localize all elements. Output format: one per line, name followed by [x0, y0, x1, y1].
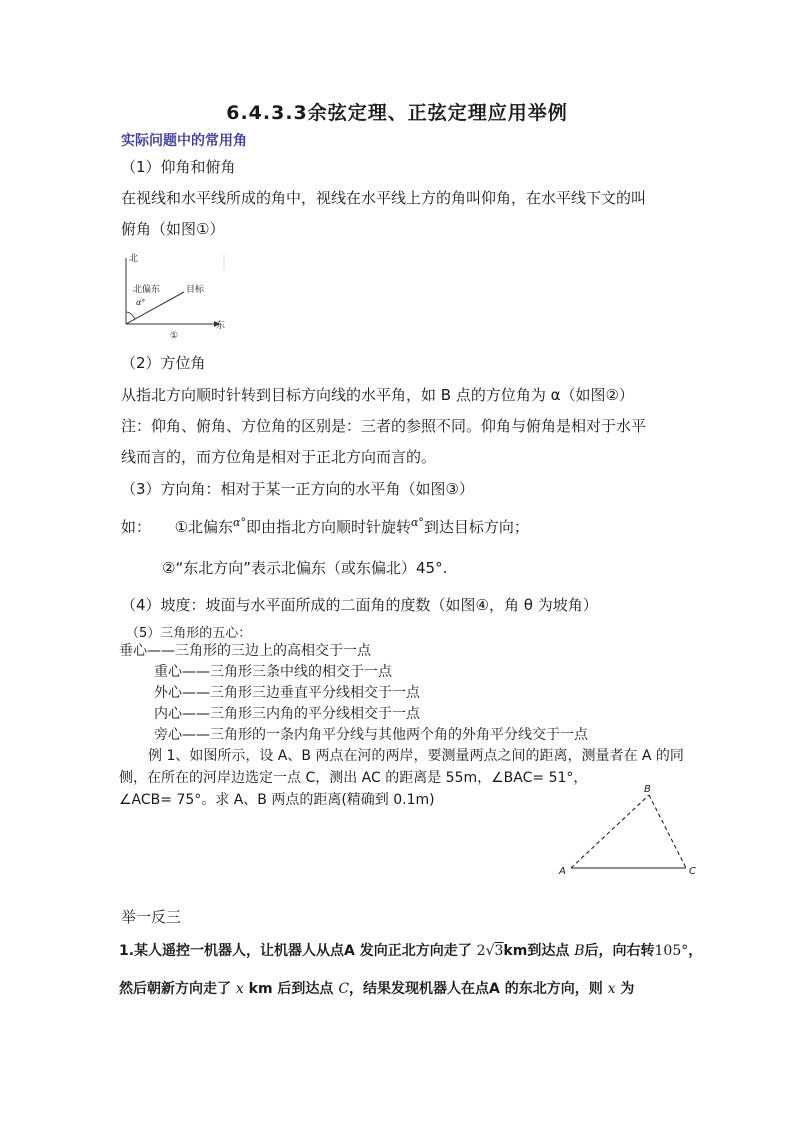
- alpha-degree-2: α°: [410, 516, 424, 529]
- elevation-text-2: 俯角（如图①）: [121, 220, 225, 238]
- figure1-angle-label: α°: [136, 298, 146, 307]
- bearing-title: （2）方位角: [121, 354, 206, 372]
- note-text-1: 注：仰角、俯角、方位角的区别是：三者的参照不同。仰角与俯角是相对于水平: [121, 417, 647, 435]
- question-1-point-b: B: [574, 943, 585, 959]
- question-1-text-g: 为: [620, 981, 635, 997]
- bearing-text: 从指北方向顺时针转到目标方向线的水平角，如 B 点的方位角为 α（如图②）: [121, 386, 634, 404]
- elevation-text-1: 在视线和水平线所成的角中，视线在水平线上方的角叫仰角，在水平线下文的叫: [121, 189, 647, 207]
- triangle-vertex-a: A: [559, 866, 566, 877]
- question-1-variable-x-2: x: [607, 981, 616, 997]
- example-text-3: ∠ACB= 75°。求 A、B 两点的距离(精确到 0.1m): [119, 792, 435, 808]
- slope-text: （4）坡度：坡面与水平面所成的二面角的度数（如图④，角 θ 为坡角）: [121, 596, 598, 614]
- centers-title: （5）三角形的五心：: [126, 626, 252, 641]
- figure1-target-label: 目标: [186, 285, 205, 295]
- figure-triangle: [556, 780, 706, 880]
- question-1-text-c: 后，向右转: [584, 943, 655, 959]
- direction-example-1b: 即由指北方向顺时针旋转: [245, 518, 411, 536]
- direction-example-1c: 到达目标方向；: [423, 518, 529, 536]
- sqrt-symbol: √: [485, 943, 495, 959]
- alpha-degree-1: α°: [233, 516, 246, 529]
- direction-example-2: ②“东北方向”表示北偏东（或东偏北）45°.: [162, 559, 448, 577]
- question-1-text-a: 1.某人遥控一机器人，让机器人从点A 发向正北方向走了: [119, 943, 472, 959]
- question-1-text-b: km到达点: [503, 943, 570, 959]
- question-1-comma: ，: [688, 943, 703, 959]
- note-text-2: 线而言的，而方位角是相对于正北方向而言的。: [121, 448, 437, 466]
- question-1-variable-x: x: [235, 981, 244, 997]
- center-item-incenter: 内心——三角形三内角的平分线相交于一点: [154, 706, 420, 722]
- center-item-centroid: 重心——三角形三条中线的相交于一点: [154, 664, 392, 680]
- figure-bearing-diagram: [118, 250, 230, 342]
- question-1-line-1: [119, 940, 702, 960]
- practice-heading: 举一反三: [121, 908, 182, 926]
- center-item-excenter: 旁心——三角形的一条内角平分线与其他两个角的外角平分线交于一点: [154, 727, 588, 743]
- direction-title: （3）方向角：相对于某一正方向的水平角（如图③）: [121, 480, 474, 498]
- question-1-point-c: C: [338, 981, 350, 997]
- figure1-east-label: 东: [216, 321, 226, 331]
- question-1-three: 3: [494, 943, 504, 959]
- triangle-vertex-c: C: [689, 866, 696, 877]
- section-heading: 实际问题中的常用角: [121, 133, 247, 149]
- question-1-two: 2: [476, 943, 486, 959]
- figure1-number: ①: [170, 331, 179, 341]
- triangle-vertex-b: B: [644, 784, 651, 795]
- center-item-orthocenter: 垂心——三角形的三边上的高相交于一点: [119, 643, 371, 659]
- direction-example-1a: ①北偏东: [174, 518, 234, 536]
- figure1-north-label: 北: [129, 254, 139, 264]
- elevation-title: （1）仰角和俯角: [121, 158, 236, 176]
- direction-example-1: [121, 516, 529, 537]
- center-item-circumcenter: 外心——三角形三边垂直平分线相交于一点: [154, 685, 420, 701]
- example-text-1: 例 1、如图所示，设 A、B 两点在河的两岸，要测量两点之间的距离，测量者在 A 的同: [148, 748, 684, 764]
- question-1-line-2: [119, 978, 634, 998]
- question-1-angle: 105°: [654, 943, 689, 959]
- figure1-bearing-label: 北偏东: [133, 285, 161, 295]
- question-1-text-f: ，结果发现机器人在点A 的东北方向，则: [349, 981, 603, 997]
- direction-example-prefix: 如：: [121, 518, 152, 536]
- example-text-2: 侧，在所在的河岸边选定一点 C，测出 AC 的距离是 55m，∠BAC= 51°，: [119, 770, 588, 786]
- page-title: 6.4.3.3余弦定理、正弦定理应用举例: [226, 102, 568, 124]
- question-1-text-e: km 后到达点: [248, 981, 334, 997]
- question-1-text-d: 然后朝新方向走了: [119, 981, 231, 997]
